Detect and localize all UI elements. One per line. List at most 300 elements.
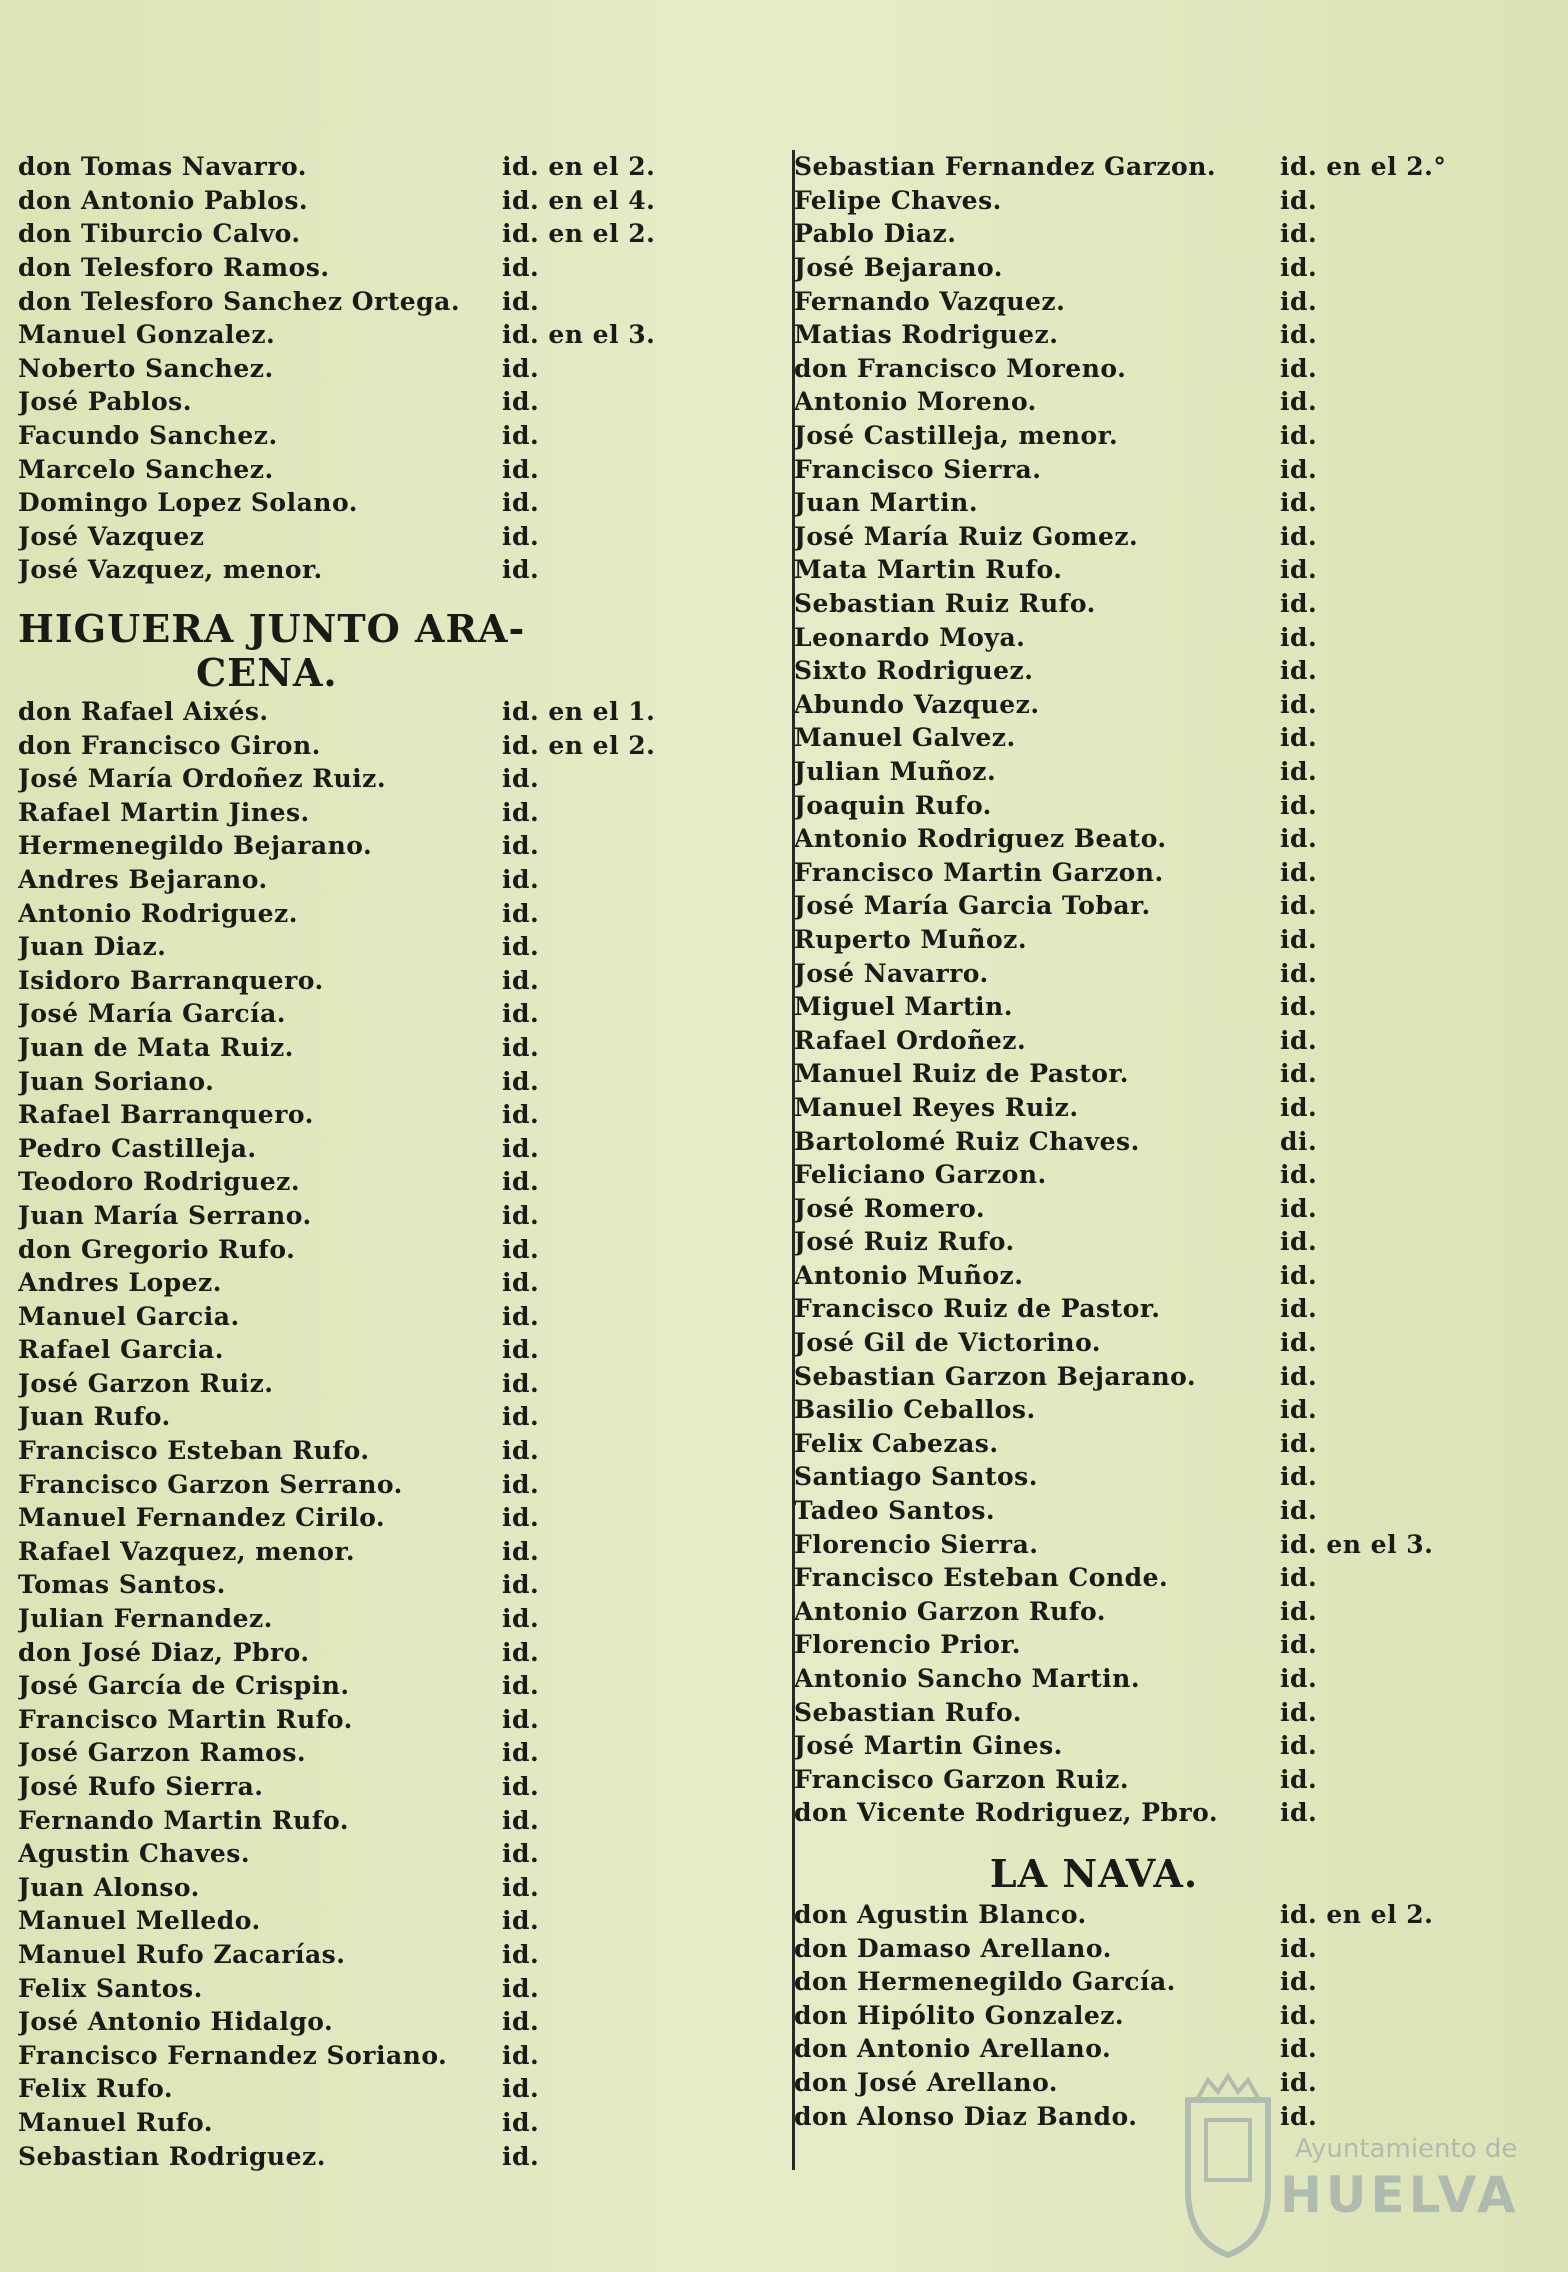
entry-status: id.: [502, 864, 540, 894]
entry-status: id.: [1280, 286, 1318, 316]
entry-status: id.: [502, 1839, 540, 1869]
list-item: [794, 486, 1554, 520]
entry-status: id.: [502, 1167, 540, 1197]
list-item: [794, 956, 1554, 990]
entry-status: id.: [1280, 454, 1318, 484]
entry-name: Francisco Fernandez Soriano.: [18, 2040, 448, 2070]
entry-name: don Antonio Pablos.: [18, 185, 309, 215]
entry-status: id. en el 3.: [1280, 1529, 1434, 1559]
entry-name: Juan María Serrano.: [18, 1200, 312, 1230]
list-item: [18, 251, 788, 285]
entry-name: Francisco Garzon Serrano.: [18, 1469, 403, 1499]
entry-status: id.: [502, 1032, 540, 1062]
list-item: [18, 217, 788, 251]
list-item: [18, 1736, 788, 1770]
entry-name: Antonio Rodriguez Beato.: [794, 824, 1167, 854]
entry-name: don Tiburcio Calvo.: [18, 219, 301, 249]
entry-name: José Garzon Ramos.: [18, 1738, 307, 1768]
entry-name: Juan Rufo.: [18, 1402, 171, 1432]
entry-name: Manuel Rufo.: [18, 2107, 213, 2137]
entry-name: Sixto Rodriguez.: [794, 656, 1034, 686]
list-item: [18, 1064, 788, 1098]
list-item: [18, 1199, 788, 1233]
list-item: [794, 721, 1554, 755]
entry-name: don Alonso Diaz Bando.: [794, 2101, 1138, 2131]
entry-name: Francisco Garzon Ruiz.: [794, 1764, 1130, 1794]
entry-status: id.: [502, 1301, 540, 1331]
list-item: [18, 1434, 788, 1468]
list-item: [18, 318, 788, 352]
list-item: [794, 419, 1554, 453]
entry-status: id.: [1280, 219, 1318, 249]
entry-status: id.: [502, 1570, 540, 1600]
entry-name: Marcelo Sanchez.: [18, 454, 274, 484]
list-item: [18, 1501, 788, 1535]
entry-status: di.: [1280, 1126, 1318, 1156]
entry-name: Ruperto Muñoz.: [794, 924, 1028, 954]
entry-name: Felix Santos.: [18, 1973, 203, 2003]
list-item: [794, 251, 1554, 285]
entry-name: don José Arellano.: [794, 2067, 1059, 2097]
entry-name: José Garzon Ruiz.: [18, 1368, 274, 1398]
entry-name: José García de Crispin.: [18, 1671, 350, 1701]
list-item: [794, 1595, 1554, 1629]
entry-status: id.: [1280, 1294, 1318, 1324]
list-item: [18, 553, 788, 587]
entry-status: id.: [1280, 622, 1318, 652]
list-item: [794, 1091, 1554, 1125]
list-item: [18, 184, 788, 218]
entry-name: don Tomas Navarro.: [18, 152, 307, 182]
entry-name: Sebastian Ruiz Rufo.: [794, 589, 1096, 619]
entry-name: Manuel Reyes Ruiz.: [794, 1092, 1079, 1122]
entry-status: id.: [1280, 1092, 1318, 1122]
entry-name: Antonio Sancho Martin.: [794, 1664, 1141, 1694]
entry-status: id.: [1280, 1563, 1318, 1593]
entry-name: José Navarro.: [794, 958, 989, 988]
list-item: [18, 1669, 788, 1703]
entry-status: id.: [502, 286, 540, 316]
list-item: [18, 930, 788, 964]
entry-status: id.: [502, 2141, 540, 2171]
entry-name: Francisco Martin Garzon.: [794, 857, 1164, 887]
list-item: [794, 1796, 1554, 1830]
list-item: [794, 1259, 1554, 1293]
list-item: [794, 654, 1554, 688]
list-item: [18, 2072, 788, 2106]
entry-status: id. en el 2.: [502, 152, 656, 182]
entry-status: id.: [1280, 1025, 1318, 1055]
entry-status: id.: [502, 1268, 540, 1298]
entry-status: id.: [502, 1200, 540, 1230]
list-item: [794, 1965, 1554, 1999]
list-item: [18, 2139, 788, 2173]
entry-status: id.: [502, 2007, 540, 2037]
entry-status: id.: [502, 898, 540, 928]
entry-status: id.: [502, 1066, 540, 1096]
list-item: [18, 2005, 788, 2039]
entry-name: Tadeo Santos.: [794, 1496, 996, 1526]
entry-status: id.: [1280, 1933, 1318, 1963]
list-item: [18, 1568, 788, 1602]
entry-status: id. en el 2.: [502, 219, 656, 249]
list-item: [18, 284, 788, 318]
entry-name: Manuel Galvez.: [794, 723, 1016, 753]
list-item: [18, 1098, 788, 1132]
list-item: [794, 150, 1554, 184]
list-item: [794, 788, 1554, 822]
entry-name: Basilio Ceballos.: [794, 1395, 1036, 1425]
entry-status: id.: [502, 1738, 540, 1768]
entry-status: id.: [1280, 790, 1318, 820]
entry-name: Santiago Santos.: [794, 1462, 1038, 1492]
entry-name: don Telesforo Sanchez Ortega.: [18, 286, 461, 316]
section-title-higuera-cont: CENA.: [196, 649, 338, 695]
entry-status: id.: [502, 1906, 540, 1936]
entry-status: id.: [502, 1805, 540, 1835]
list-item: [794, 855, 1554, 889]
list-item: [794, 284, 1554, 318]
entry-name: don Damaso Arellano.: [794, 1933, 1112, 1963]
list-item: [794, 1561, 1554, 1595]
right-list-top: [794, 150, 1554, 1830]
entry-name: José María Ordoñez Ruiz.: [18, 764, 387, 794]
list-item: [18, 2106, 788, 2140]
list-item: [794, 1326, 1554, 1360]
entry-name: Pablo Diaz.: [794, 219, 957, 249]
entry-name: don Rafael Aixés.: [18, 697, 269, 727]
list-item: [18, 1938, 788, 1972]
entry-status: id.: [502, 1133, 540, 1163]
entry-status: id.: [1280, 1630, 1318, 1660]
entry-status: id.: [1280, 320, 1318, 350]
list-item: [794, 587, 1554, 621]
entry-name: don José Diaz, Pbro.: [18, 1637, 310, 1667]
entry-status: id.: [1280, 924, 1318, 954]
entry-name: José Vazquez, menor.: [18, 555, 323, 585]
entry-name: Hermenegildo Bejarano.: [18, 831, 373, 861]
list-item: [18, 1131, 788, 1165]
entry-name: Manuel Ruiz de Pastor.: [794, 1059, 1129, 1089]
list-item: [794, 1763, 1554, 1797]
entry-status: id.: [1280, 824, 1318, 854]
entry-name: don Telesforo Ramos.: [18, 253, 330, 283]
entry-name: Juan de Mata Ruiz.: [18, 1032, 294, 1062]
entry-status: id.: [1280, 2067, 1318, 2097]
list-item: [794, 822, 1554, 856]
list-item: [18, 1904, 788, 1938]
list-item: [794, 1729, 1554, 1763]
entry-name: Rafael Martin Jines.: [18, 797, 310, 827]
entry-status: id.: [1280, 857, 1318, 887]
entry-name: Francisco Esteban Conde.: [794, 1563, 1169, 1593]
list-item: [794, 385, 1554, 419]
entry-name: Sebastian Garzon Bejarano.: [794, 1361, 1197, 1391]
entry-status: id.: [502, 1368, 540, 1398]
entry-status: id.: [502, 764, 540, 794]
list-item: [18, 1333, 788, 1367]
entry-name: don Francisco Giron.: [18, 730, 321, 760]
entry-status: id.: [1280, 1059, 1318, 1089]
entry-name: José Ruiz Rufo.: [794, 1227, 1015, 1257]
list-item: [18, 419, 788, 453]
entry-status: id.: [502, 555, 540, 585]
entry-status: id.: [1280, 1328, 1318, 1358]
entry-status: id.: [1280, 253, 1318, 283]
entry-name: Tomas Santos.: [18, 1570, 226, 1600]
list-item: [794, 1292, 1554, 1326]
entry-status: id.: [502, 521, 540, 551]
entry-name: Antonio Rodriguez.: [18, 898, 298, 928]
entry-status: id.: [1280, 1395, 1318, 1425]
list-item: [18, 963, 788, 997]
entry-name: Rafael Garcia.: [18, 1335, 224, 1365]
list-item: [794, 1527, 1554, 1561]
entry-name: Manuel Gonzalez.: [18, 320, 276, 350]
list-item: [18, 695, 788, 729]
entry-name: Juan Martin.: [794, 488, 979, 518]
entry-status: id.: [1280, 891, 1318, 921]
entry-name: Manuel Rufo Zacarías.: [18, 1939, 346, 1969]
list-item: [794, 620, 1554, 654]
list-item: [794, 1998, 1554, 2032]
entry-status: id.: [1280, 992, 1318, 1022]
entry-status: id.: [502, 1536, 540, 1566]
list-item: [18, 1165, 788, 1199]
entry-status: id.: [1280, 2000, 1318, 2030]
entry-name: Abundo Vazquez.: [794, 689, 1040, 719]
entry-status: id.: [502, 1637, 540, 1667]
list-item: [18, 352, 788, 386]
entry-status: id.: [1280, 1160, 1318, 1190]
entry-status: id.: [502, 1335, 540, 1365]
entry-name: José Rufo Sierra.: [18, 1772, 264, 1802]
entry-name: Matias Rodriguez.: [794, 320, 1059, 350]
entry-name: Pedro Castilleja.: [18, 1133, 257, 1163]
entry-status: id.: [502, 1604, 540, 1634]
entry-status: id.: [1280, 555, 1318, 585]
entry-name: José Castilleja, menor.: [794, 421, 1119, 451]
entry-name: Florencio Sierra.: [794, 1529, 1039, 1559]
entry-status: id.: [502, 387, 540, 417]
list-item: [18, 1803, 788, 1837]
entry-status: id.: [1280, 1596, 1318, 1626]
entry-name: José Antonio Hidalgo.: [18, 2007, 334, 2037]
entry-status: id. en el 1.: [502, 697, 656, 727]
entry-name: José María Garcia Tobar.: [794, 891, 1151, 921]
entry-status: id.: [1280, 723, 1318, 753]
entry-status: id.: [502, 1939, 540, 1969]
entry-name: Fernando Vazquez.: [794, 286, 1066, 316]
list-item: [794, 1158, 1554, 1192]
entry-status: id.: [1280, 488, 1318, 518]
entry-status: id. en el 2.: [502, 730, 656, 760]
entry-name: Teodoro Rodriguez.: [18, 1167, 301, 1197]
entry-name: Andres Bejarano.: [18, 864, 268, 894]
entry-status: id.: [1280, 1664, 1318, 1694]
entry-status: id.: [502, 1772, 540, 1802]
entry-status: id.: [1280, 1462, 1318, 1492]
entry-name: Antonio Muñoz.: [794, 1260, 1024, 1290]
entry-status: id.: [502, 797, 540, 827]
section-title-la-nava: LA NAVA.: [989, 1850, 1199, 1896]
list-item: [794, 990, 1554, 1024]
entry-status: id. en el 2.: [1280, 1899, 1434, 1929]
list-item: [794, 1662, 1554, 1696]
list-item: [794, 1057, 1554, 1091]
entry-name: Francisco Ruiz de Pastor.: [794, 1294, 1161, 1324]
list-item: [18, 520, 788, 554]
entry-status: id.: [1280, 1697, 1318, 1727]
entry-status: id.: [1280, 1798, 1318, 1828]
list-item: [18, 1400, 788, 1434]
entry-name: Leonardo Moya.: [794, 622, 1026, 652]
entry-status: id.: [502, 353, 540, 383]
entry-status: id.: [1280, 353, 1318, 383]
entry-status: id.: [1280, 1764, 1318, 1794]
entry-name: Francisco Martin Rufo.: [18, 1704, 353, 1734]
entry-name: Feliciano Garzon.: [794, 1160, 1047, 1190]
list-item: [794, 1898, 1554, 1932]
entry-name: Juan Diaz.: [18, 932, 167, 962]
list-item: [18, 1266, 788, 1300]
list-item: [18, 452, 788, 486]
entry-status: id.: [1280, 2034, 1318, 2064]
entry-name: Domingo Lopez Solano.: [18, 488, 358, 518]
entry-name: Manuel Melledo.: [18, 1906, 261, 1936]
left-list-bottom: [18, 695, 788, 2173]
list-item: [18, 1635, 788, 1669]
left-column: [18, 150, 788, 2173]
list-item: [794, 1359, 1554, 1393]
entry-status: id.: [502, 1234, 540, 1264]
left-list-top: [18, 150, 788, 587]
list-item: [18, 1602, 788, 1636]
entry-name: Sebastian Rodriguez.: [18, 2141, 326, 2171]
list-item: [18, 486, 788, 520]
list-item: [794, 217, 1554, 251]
entry-status: id.: [1280, 421, 1318, 451]
entry-status: id.: [1280, 1227, 1318, 1257]
entry-name: José Martin Gines.: [794, 1731, 1063, 1761]
entry-name: José María Ruiz Gomez.: [794, 521, 1139, 551]
entry-name: Francisco Esteban Rufo.: [18, 1436, 370, 1466]
entry-status: id.: [502, 1973, 540, 2003]
entry-status: id.: [502, 831, 540, 861]
list-item: [18, 1871, 788, 1905]
list-item: [794, 1393, 1554, 1427]
list-item: [794, 1427, 1554, 1461]
entry-name: José Gil de Victorino.: [794, 1328, 1102, 1358]
entry-status: id.: [1280, 689, 1318, 719]
entry-name: don Gregorio Rufo.: [18, 1234, 296, 1264]
entry-status: id.: [502, 454, 540, 484]
entry-status: id. en el 2.°: [1280, 152, 1447, 182]
entry-name: Juan Alonso.: [18, 1872, 200, 1902]
entry-name: Facundo Sanchez.: [18, 421, 278, 451]
entry-status: id.: [1280, 589, 1318, 619]
list-item: [18, 829, 788, 863]
list-item: [794, 1695, 1554, 1729]
entry-name: José Romero.: [794, 1193, 986, 1223]
coat-of-arms-icon: [1168, 2070, 1288, 2270]
list-item: [18, 385, 788, 419]
entry-status: id.: [502, 2107, 540, 2137]
entry-status: id.: [502, 965, 540, 995]
entry-status: id.: [502, 1436, 540, 1466]
entry-status: id.: [502, 1469, 540, 1499]
entry-status: id.: [1280, 656, 1318, 686]
entry-status: id.: [1280, 1496, 1318, 1526]
entry-name: don Vicente Rodriguez, Pbro.: [794, 1798, 1219, 1828]
ayuntamiento-huelva-watermark: [1168, 2070, 1528, 2270]
entry-status: id.: [502, 1872, 540, 1902]
list-item: [794, 452, 1554, 486]
list-item: [18, 1971, 788, 2005]
list-item: [794, 1225, 1554, 1259]
list-item: [794, 2032, 1554, 2066]
entry-status: id.: [1280, 1731, 1318, 1761]
list-item: [18, 2038, 788, 2072]
list-item: [18, 1299, 788, 1333]
entry-name: Sebastian Fernandez Garzon.: [794, 152, 1217, 182]
entry-status: id.: [502, 932, 540, 962]
list-item: [794, 318, 1554, 352]
list-item: [794, 1494, 1554, 1528]
list-item: [794, 184, 1554, 218]
entry-name: Isidoro Barranquero.: [18, 965, 324, 995]
entry-name: Felix Cabezas.: [794, 1428, 999, 1458]
entry-status: id.: [502, 488, 540, 518]
watermark-line2: HUELVA: [1280, 2166, 1520, 2224]
entry-status: id. en el 3.: [502, 320, 656, 350]
entry-status: id.: [502, 999, 540, 1029]
entry-name: Bartolomé Ruiz Chaves.: [794, 1126, 1140, 1156]
list-item: [794, 1191, 1554, 1225]
entry-status: id.: [1280, 1260, 1318, 1290]
entry-name: José María García.: [18, 999, 286, 1029]
entry-status: id. en el 4.: [502, 185, 656, 215]
list-item: [18, 863, 788, 897]
list-item: [794, 755, 1554, 789]
list-item: [18, 1031, 788, 1065]
entry-name: Andres Lopez.: [18, 1268, 222, 1298]
entry-name: Juan Soriano.: [18, 1066, 215, 1096]
entry-status: id.: [1280, 958, 1318, 988]
right-column: [794, 150, 1554, 2133]
list-item: [794, 889, 1554, 923]
entry-status: id.: [1280, 1967, 1318, 1997]
list-item: [18, 1703, 788, 1737]
entry-name: Manuel Fernandez Cirilo.: [18, 1503, 386, 1533]
list-item: [18, 762, 788, 796]
entry-name: Rafael Barranquero.: [18, 1100, 314, 1130]
entry-status: id.: [502, 2040, 540, 2070]
list-item: [794, 688, 1554, 722]
entry-status: id.: [502, 1704, 540, 1734]
list-item: [794, 1628, 1554, 1662]
entry-status: id.: [502, 253, 540, 283]
entry-name: Francisco Sierra.: [794, 454, 1042, 484]
entry-status: id.: [502, 1100, 540, 1130]
entry-status: id.: [1280, 521, 1318, 551]
entry-name: Rafael Vazquez, menor.: [18, 1536, 356, 1566]
entry-name: Joaquin Rufo.: [794, 790, 992, 820]
entry-name: don Francisco Moreno.: [794, 353, 1127, 383]
entry-name: Antonio Garzon Rufo.: [794, 1596, 1106, 1626]
entry-name: don Hipólito Gonzalez.: [794, 2000, 1125, 2030]
list-item: [794, 1460, 1554, 1494]
